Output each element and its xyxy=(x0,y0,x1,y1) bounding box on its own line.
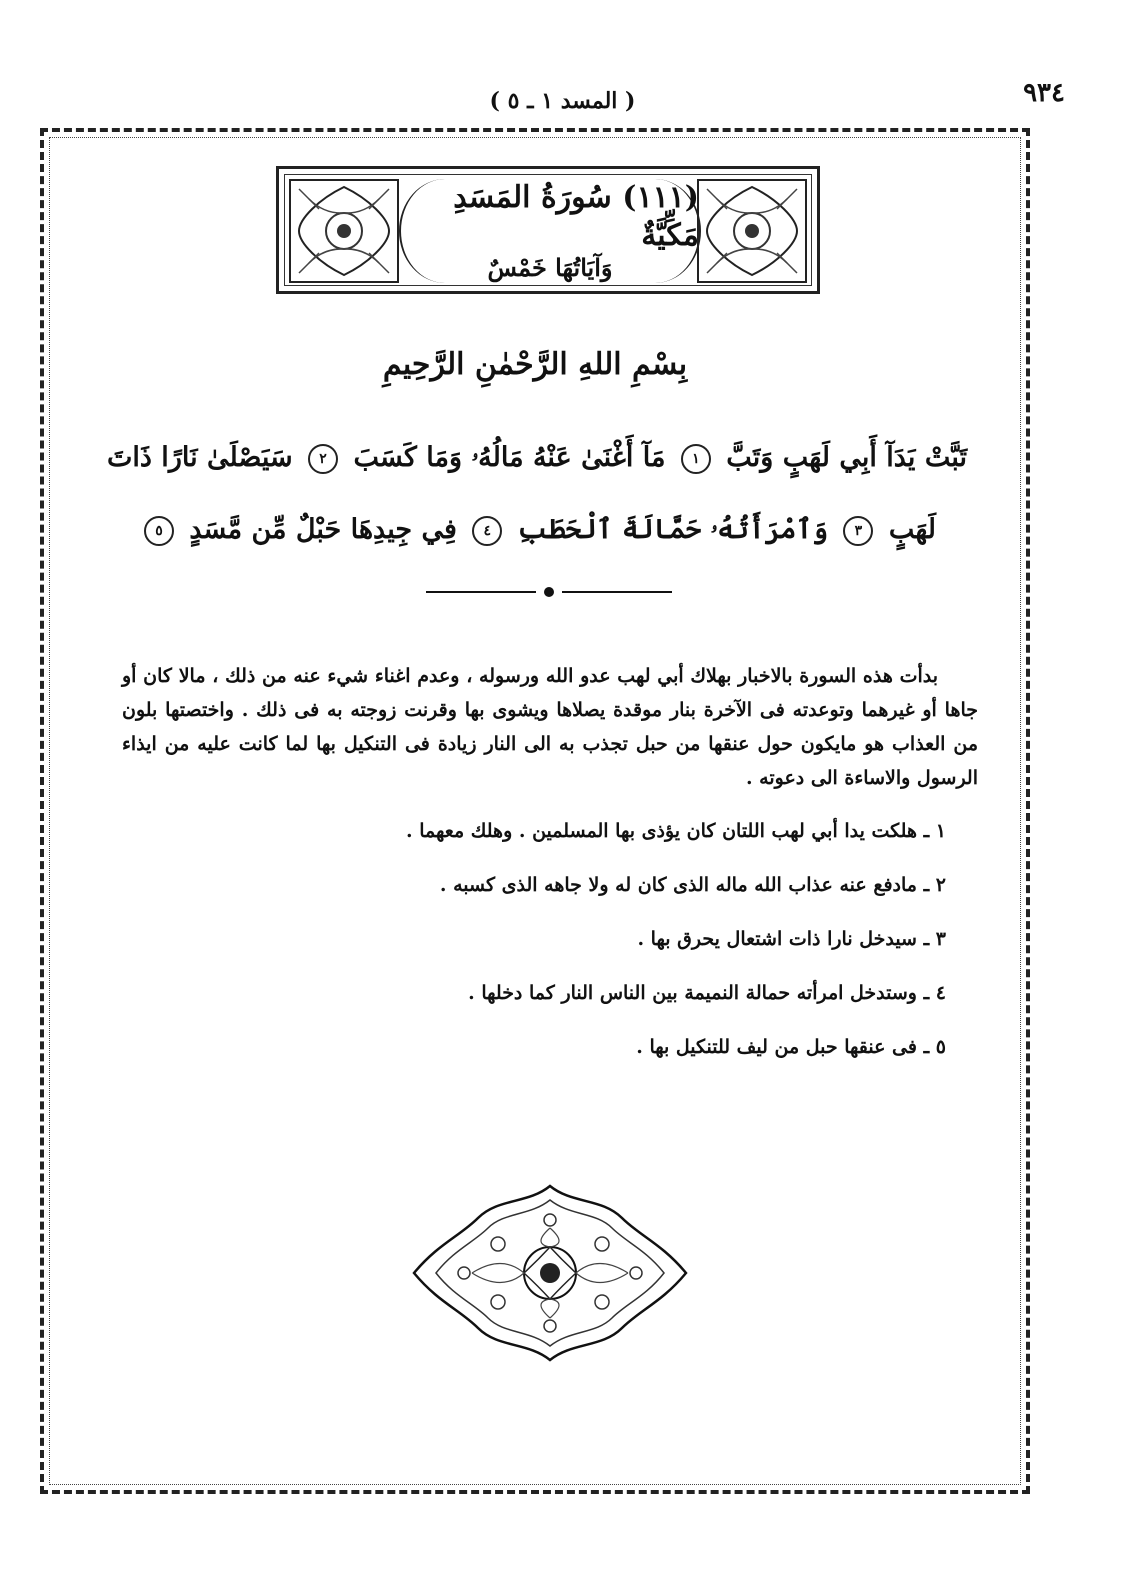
arabesque-ornament-icon xyxy=(289,179,399,283)
floral-medallion-ornament-icon xyxy=(412,1184,688,1362)
ayah-number-marker: ٢ xyxy=(308,444,338,474)
title-cartouche xyxy=(399,179,701,283)
page-frame xyxy=(40,128,1030,1494)
list-item: ١ ـ هلكت يدا أبي لهب اللتان كان يؤذى بها المسلمين . وهلك معهما . xyxy=(406,820,946,842)
basmala: بِسْمِ اللهِ الرَّحْمٰنِ الرَّحِيمِ xyxy=(382,347,688,382)
intro-paragraph: بدأت هذه السورة بالاخبار بهلاك أبي لهب عدو الله ورسوله ، وعدم اغناء شيء عنه من ذلك ، مالا كان أو جاها أو غيرهما وتوعدته فى الآخرة بنار موقدة يصلاها ويشوى بها وقرنت زوجته به فى ذلك . واختصتها بلون من العذاب هو مايكون حول عنقها من حبل تجذب به الى النار زيادة فى التنكيل بها لما كانت عليه من ايذاء الرسول والاساءة الى دعوته . xyxy=(122,665,979,789)
running-header: ( المسد ١ ـ ٥ ) xyxy=(489,88,636,114)
surah-title: (١١١) سُورَةُ المَسَدِ مَكِّيَّةٌ xyxy=(453,180,699,253)
list-item: ٥ ـ فى عنقها حبل من ليف للتنكيل بها . xyxy=(636,1036,946,1058)
separator-ornament-icon xyxy=(426,585,672,599)
list-item: ٤ ـ وستدخل امرأته حمالة النميمة بين الناس النار كما دخلها . xyxy=(468,982,946,1004)
ayah-number-marker: ٤ xyxy=(472,516,502,546)
list-item: ٣ ـ سيدخل نارا ذات اشتعال يحرق بها . xyxy=(637,928,946,950)
verse-text: تَبَّتْ يَدَآ أَبِي لَهَبٍ وَتَبَّ xyxy=(726,442,968,473)
verse-text: سَيَصْلَىٰ نَارًا ذَاتَ لَهَبٍ xyxy=(106,442,937,545)
ayah-number-marker: ٣ xyxy=(843,516,873,546)
list-item: ٢ ـ مادفع عنه عذاب الله ماله الذى كان له ولا جاهه الذى كسبه . xyxy=(439,874,946,896)
ayah-number-marker: ٥ xyxy=(144,516,174,546)
ayah-number-marker: ١ xyxy=(681,444,711,474)
verse-explanations xyxy=(122,804,978,1074)
quran-verses xyxy=(82,422,992,566)
surah-verse-count: وَآيَاتُهَا خَمْسٌ xyxy=(487,253,613,283)
verse-text: مَآ أَغْنَىٰ عَنْهُ مَالُهُۥ وَمَا كَسَبَ xyxy=(353,442,666,473)
page-number: ٩٣٤ xyxy=(1023,78,1065,108)
arabesque-ornament-icon xyxy=(697,179,807,283)
verse-text: فِي جِيدِهَا حَبْلٌ مِّن مَّسَدٍ xyxy=(189,514,457,545)
verse-text: وَٱمْرَأَتُهُۥ حَمَّالَةَ ٱلْحَطَبِ xyxy=(517,514,829,545)
surah-title-banner xyxy=(276,166,820,294)
